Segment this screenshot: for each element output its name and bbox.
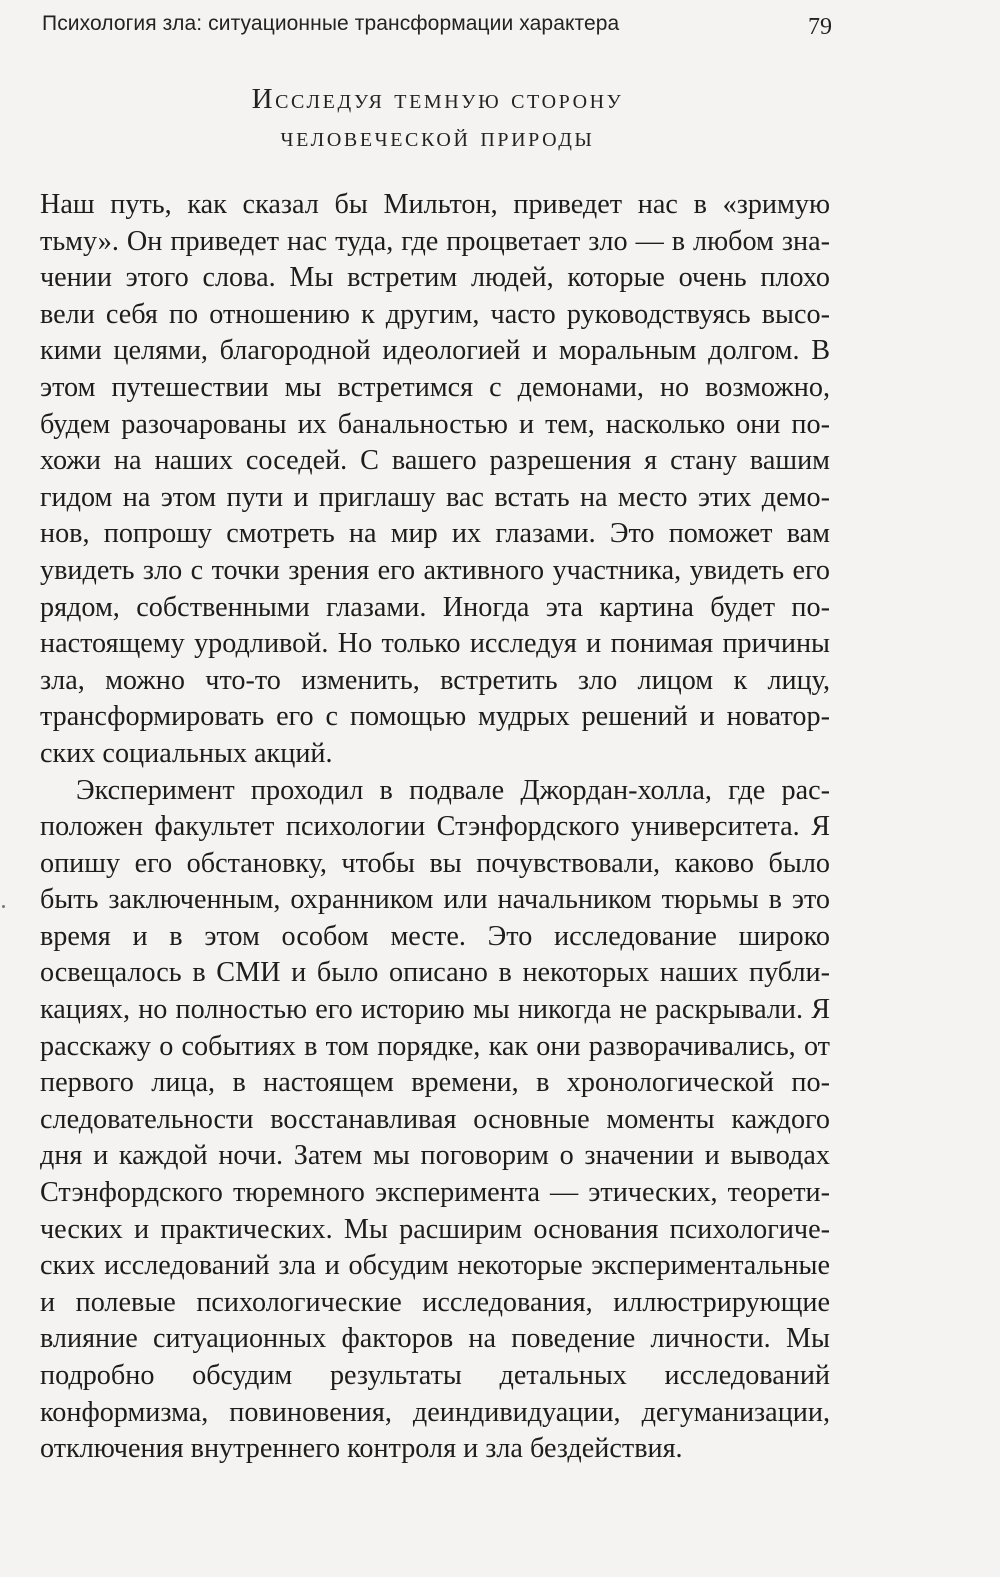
paragraph-1: Наш путь, как сказал бы Мильтон, приведет нас в «зримую тьму». Он приведет нас туда, где процветает зло — в любом значении этого слова. Мы встретим людей, которые очень плохо вели себя по отношению к другим, часто руководствуясь высокими целями, благородной идеологией и моральным долгом. В этом путешествии мы встретимся с демонами, но возможно, будем разочарованы их банальностью и тем, насколько они похожи на наших соседей. С вашего разрешения я стану вашим гидом на этом пути и приглашу вас встать на место этих демонов, попрошу смотреть на мир их глазами. Это поможет вам увидеть зло с точки зрения его активного участника, увидеть его рядом, собственными глазами. Иногда эта картина будет по-настоящему уродливой. Но только исследуя и понимая причины зла, можно что-то изменить, встретить зло лицом к лицу, трансформировать его с помощью мудрых решений и новаторских социальных акций. — [40, 189, 830, 769]
section-heading — [40, 80, 835, 156]
paragraph-2: Эксперимент проходил в подвале Джордан-холла, где расположен факультет психологии Стэнфордского университета. Я опишу его обстановку, чтобы вы почувствовали, каково было быть заключенным, охранником или начальником тюрьмы в это время и в этом особом месте. Это исследование широко освещалось в СМИ и было описано в некоторых наших публикациях, но полностью его историю мы никогда не раскрывали. Я расскажу о событиях в том порядке, как они разворачивались, от первого лица, в настоящем времени, в хронологической последовательности восстанавливая основные моменты каждого дня и каждой ночи. Затем мы поговорим о значении и выводах Стэнфордского тюремного эксперимента — этических, теоретических и практических. Мы расширим основания психологических исследований зла и обсудим некоторые экспериментальные и полевые психологические исследования, иллюстрирующие влияние ситуационных факторов на поведение личности. Мы подробно обсудим результаты детальных исследований конформизма, повиновения, деиндивидуации, дегуманизации, отключения внутреннего контроля и зла бездействия. — [40, 774, 830, 1465]
page-number: 79 — [808, 14, 832, 40]
scan-speck — [2, 905, 5, 908]
running-head — [42, 12, 832, 42]
section-heading-line-1: Исследуя темную сторону — [251, 83, 624, 115]
body-text — [40, 187, 830, 1468]
section-heading-line-2: человеческой природы — [280, 121, 595, 153]
running-title: Психология зла: ситуационные трансформации характера — [42, 12, 620, 35]
